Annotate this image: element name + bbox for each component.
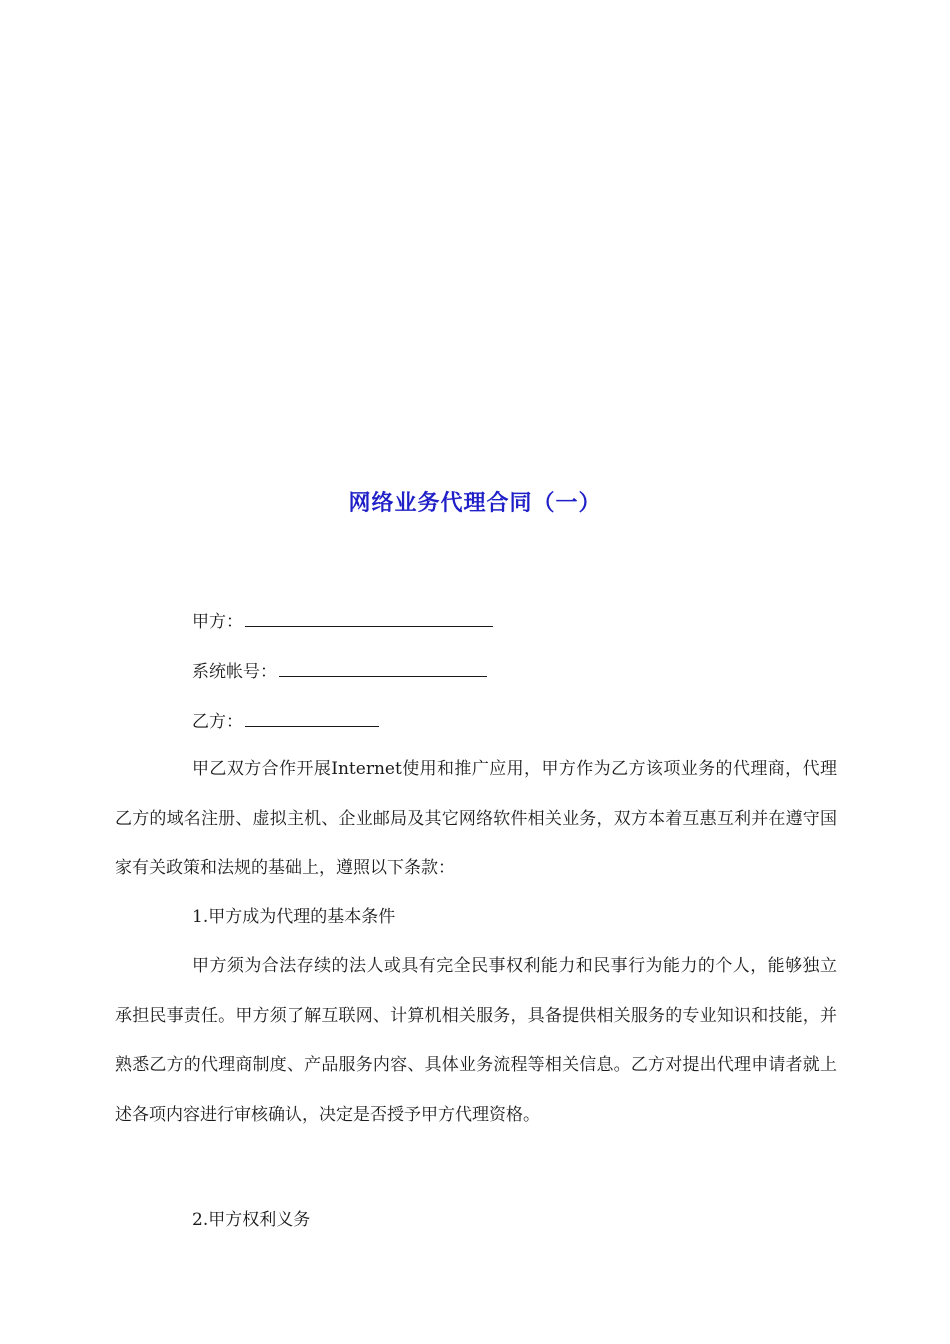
party-b-blank-line <box>245 708 379 727</box>
party-a-blank-line <box>245 608 493 627</box>
party-b-field <box>192 708 379 734</box>
account-field <box>192 658 487 684</box>
section-1-heading: 1.甲方成为代理的基本条件 <box>192 907 396 927</box>
account-blank-line <box>279 658 487 677</box>
party-b-label: 乙方： <box>192 712 243 732</box>
document-title: 网络业务代理合同（一） <box>348 491 602 516</box>
section-2-heading: 2.甲方权利义务 <box>192 1210 311 1230</box>
party-a-field <box>192 608 493 634</box>
party-a-label: 甲方： <box>192 612 243 632</box>
account-label: 系统帐号： <box>192 662 277 682</box>
intro-paragraph: 甲乙双方合作开展Internet使用和推广应用，甲方作为乙方该项业务的代理商，代理乙方的域名注册、虚拟主机、企业邮局及其它网络软件相关业务，双方本着互惠互利并在遵守国家有关政策和法规的基础上，遵照以下条款： <box>115 759 837 878</box>
section-1-body: 甲方须为合法存续的法人或具有完全民事权利能力和民事行为能力的个人，能够独立承担民事责任。甲方须了解互联网、计算机相关服务，具备提供相关服务的专业知识和技能，并熟悉乙方的代理商制度、产品服务内容、具体业务流程等相关信息。乙方对提出代理申请者就上述各项内容进行审核确认，决定是否授予甲方代理资格。 <box>115 956 837 1125</box>
